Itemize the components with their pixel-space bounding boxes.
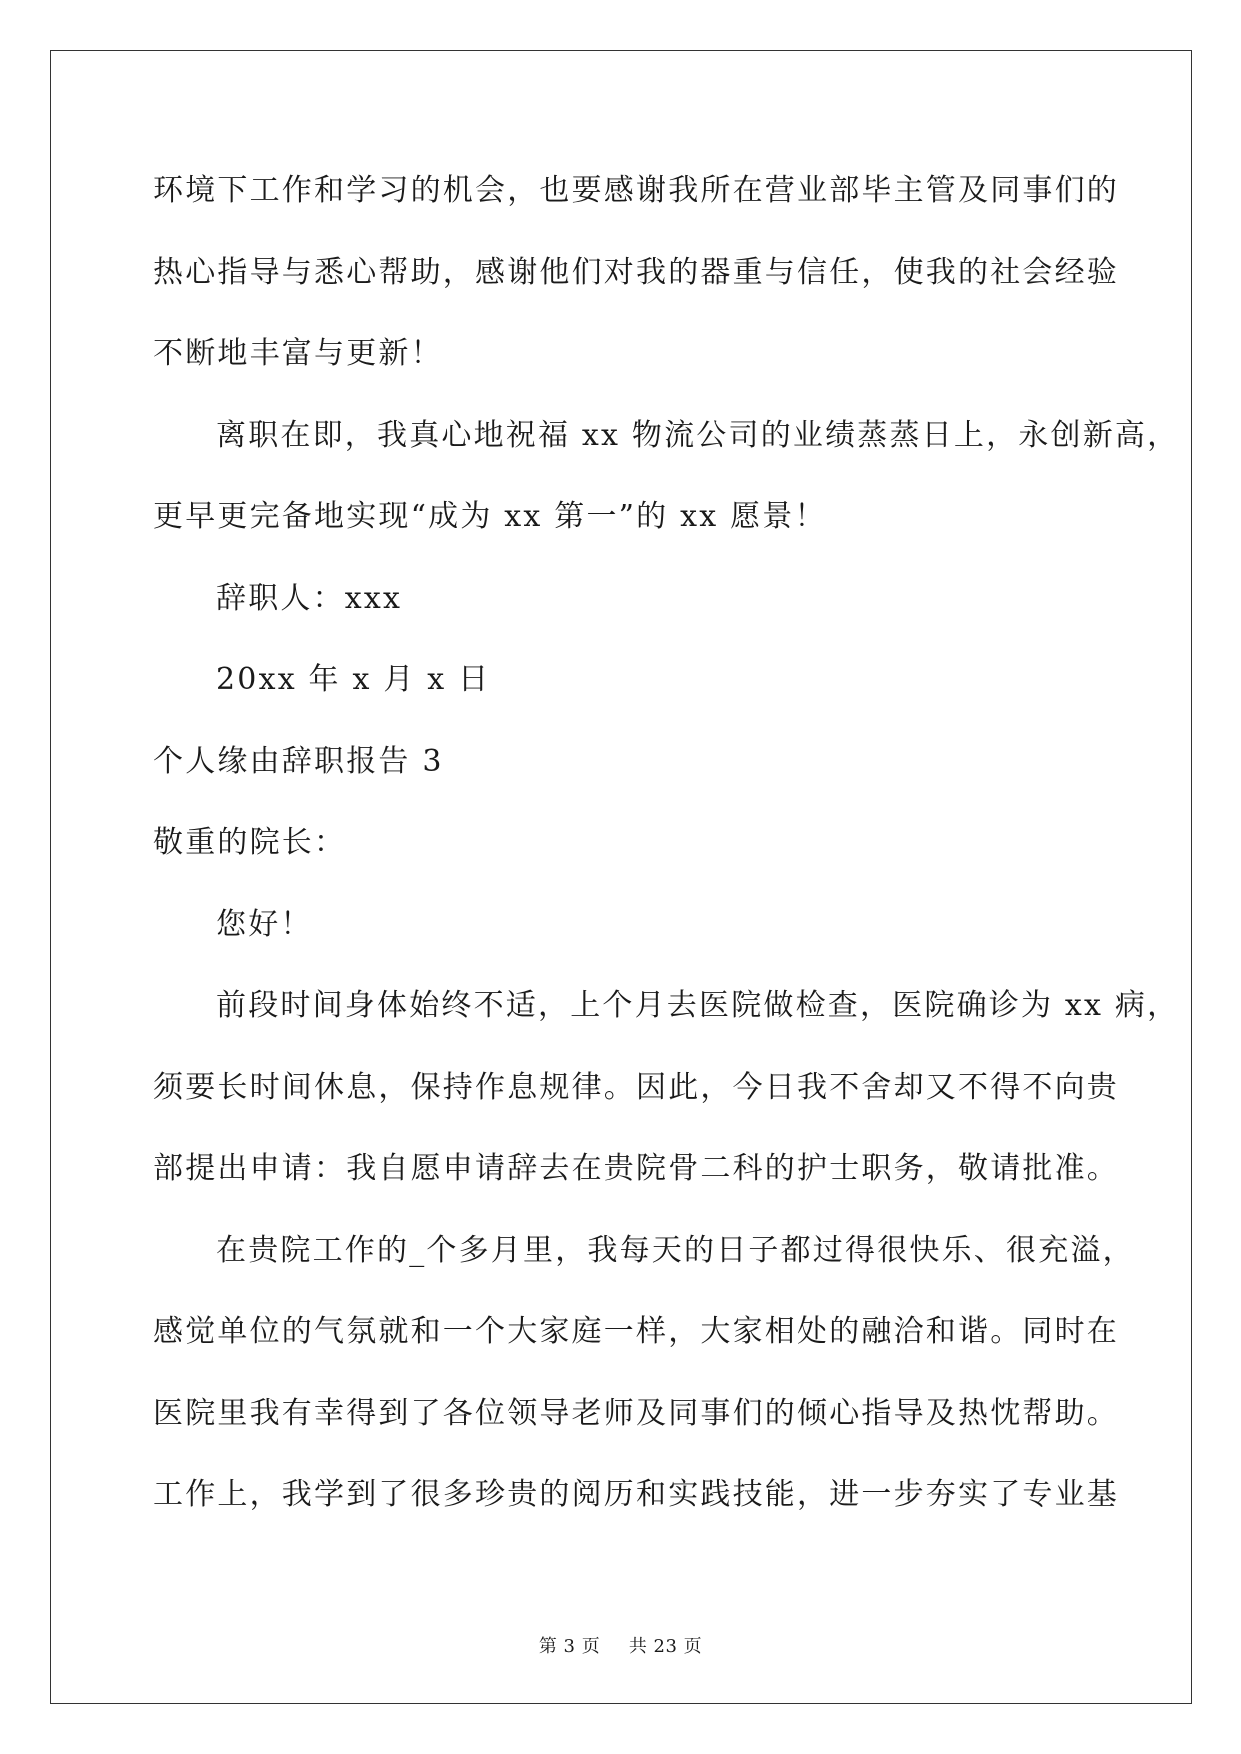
page-number: 第 3 页 <box>538 1636 601 1657</box>
body-line: 热心指导与悉心帮助，感谢他们对我的器重与信任，使我的社会经验 <box>153 254 1119 290</box>
body-line: 医院里我有幸得到了各位领导老师及同事们的倾心指导及热忱帮助。 <box>153 1395 1119 1431</box>
body-line: 部提出申请：我自愿申请辞去在贵院骨二科的护士职务，敬请批准。 <box>153 1151 1119 1186</box>
page-footer <box>0 1632 1241 1658</box>
salutation: 敬重的院长： <box>153 825 347 860</box>
total-pages: 共 23 页 <box>628 1636 703 1657</box>
body-line: 感觉单位的气氛就和一个大家庭一样，大家相处的融洽和谐。同时在 <box>153 1314 1119 1349</box>
body-line: 更早更完备地实现“成为 xx 第一”的 xx 愿景！ <box>153 499 827 534</box>
paragraph-start: 离职在即，我真心地祝福 xx 物流公司的业绩蒸蒸日上，永创新高， <box>216 417 1180 453</box>
section-title: 个人缘由辞职报告 3 <box>153 743 444 779</box>
signature-date: 20xx 年 x 月 x 日 <box>216 662 491 697</box>
signature-name: 辞职人：xxx <box>216 580 403 616</box>
paragraph-start: 在贵院工作的_个多月里，我每天的日子都过得很快乐、很充溢， <box>216 1232 1135 1268</box>
document-body <box>153 150 1180 1536</box>
body-line: 工作上，我学到了很多珍贵的阅历和实践技能，进一步夯实了专业基 <box>153 1477 1119 1512</box>
paragraph-start: 前段时间身体始终不适，上个月去医院做检查，医院确诊为 xx 病， <box>216 988 1180 1023</box>
body-line: 不断地丰富与更新！ <box>153 336 443 371</box>
greeting: 您好！ <box>216 906 313 942</box>
body-line: 环境下工作和学习的机会，也要感谢我所在营业部毕主管及同事们的 <box>153 173 1119 208</box>
body-line: 须要长时间休息，保持作息规律。因此，今日我不舍却又不得不向贵 <box>153 1069 1119 1105</box>
